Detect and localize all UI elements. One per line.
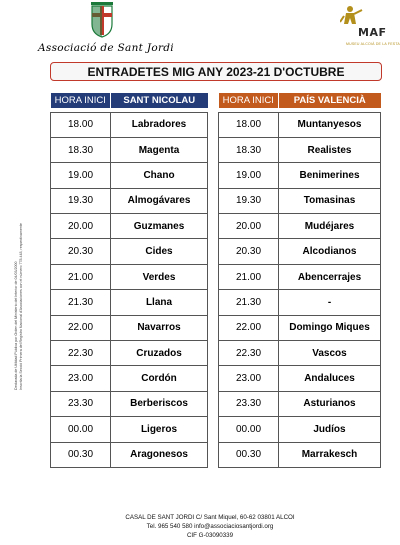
figure-icon <box>340 4 392 28</box>
table-row <box>219 417 381 442</box>
time-cell: 18.30 <box>219 137 279 162</box>
table-row <box>219 290 381 315</box>
table-row <box>51 442 208 467</box>
time-cell: 21.30 <box>51 290 111 315</box>
table-row <box>219 391 381 416</box>
group-name-cell: Cruzados <box>111 341 208 366</box>
group-name-cell: Guzmanes <box>111 214 208 239</box>
group-name-cell: Muntanyesos <box>279 112 381 137</box>
group-name-cell: Cordón <box>111 366 208 391</box>
legal-line-1: Declarada de Utilidad Pública por Orden del Ministerio del Interior de 04/03/2000 <box>14 261 18 390</box>
time-cell: 20.00 <box>51 214 111 239</box>
maf-logo-subtitle: MUSEU ALCOIÀ DE LA FESTA <box>346 42 400 46</box>
table-row <box>51 239 208 264</box>
page-title: ENTRADETES MIG ANY 2023-21 D'OCTUBRE <box>50 62 382 81</box>
group-name-cell: Alcodianos <box>279 239 381 264</box>
table-row <box>219 341 381 366</box>
footer <box>60 513 360 540</box>
time-cell: 19.00 <box>219 163 279 188</box>
maf-logo <box>340 4 400 50</box>
group-name-cell: Asturianos <box>279 391 381 416</box>
time-cell: 21.00 <box>51 264 111 289</box>
time-column-header: HORA INICI <box>51 93 111 108</box>
footer-cif: CIF G-03090339 <box>186 532 234 539</box>
footer-address: CASAL DE SANT JORDI C/ Sant Miquel, 60-62 03801 ALCOI <box>125 514 295 521</box>
group-name-cell: Vascos <box>279 341 381 366</box>
group-name-cell: Ligeros <box>111 417 208 442</box>
table-row <box>219 214 381 239</box>
time-cell: 23.30 <box>219 391 279 416</box>
group-name-cell: Verdes <box>111 264 208 289</box>
table-row <box>219 239 381 264</box>
table-row <box>51 341 208 366</box>
group-name-cell: Domingo Miques <box>279 315 381 340</box>
group-name-cell: Abencerrajes <box>279 264 381 289</box>
group-name-cell: Tomasinas <box>279 188 381 213</box>
table-row <box>51 137 208 162</box>
group-name-cell: Cides <box>111 239 208 264</box>
legal-side-text <box>14 130 24 390</box>
group-name-cell: Labradores <box>111 112 208 137</box>
group-name-cell: Berberiscos <box>111 391 208 416</box>
time-cell: 22.00 <box>219 315 279 340</box>
table-row <box>51 417 208 442</box>
time-column-header: HORA INICI <box>219 93 279 108</box>
time-cell: 22.00 <box>51 315 111 340</box>
group-name-cell: Marrakesch <box>279 442 381 467</box>
group-name-cell: - <box>279 290 381 315</box>
time-cell: 18.00 <box>51 112 111 137</box>
time-cell: 00.30 <box>51 442 111 467</box>
table-row <box>51 163 208 188</box>
maf-logo-text: MAF <box>358 26 387 39</box>
group-name-cell: Judíos <box>279 417 381 442</box>
table-row <box>219 442 381 467</box>
table-body <box>219 112 381 467</box>
time-cell: 22.30 <box>51 341 111 366</box>
table-row <box>51 366 208 391</box>
table-row <box>51 188 208 213</box>
table-header-row <box>51 93 208 108</box>
table-row <box>51 391 208 416</box>
time-cell: 21.30 <box>219 290 279 315</box>
time-cell: 19.30 <box>219 188 279 213</box>
group-name-cell: Realistes <box>279 137 381 162</box>
time-cell: 20.00 <box>219 214 279 239</box>
table-row <box>219 315 381 340</box>
group-name-cell: Chano <box>111 163 208 188</box>
group-name-cell: Magenta <box>111 137 208 162</box>
time-cell: 23.30 <box>51 391 111 416</box>
time-cell: 19.30 <box>51 188 111 213</box>
group-name-cell: Andaluces <box>279 366 381 391</box>
time-cell: 00.00 <box>51 417 111 442</box>
group-name-cell: Aragonesos <box>111 442 208 467</box>
time-cell: 20.30 <box>219 239 279 264</box>
footer-contact: Tel. 965 540 580 info@associaciosantjordi.org <box>146 523 274 530</box>
table-row <box>219 264 381 289</box>
org-name: Associació de Sant Jordi <box>38 42 174 54</box>
time-cell: 22.30 <box>219 341 279 366</box>
time-cell: 00.00 <box>219 417 279 442</box>
schedule-table-pais-valencia <box>218 93 381 468</box>
table-row <box>51 315 208 340</box>
legal-line-2: Inscrita la Secció Primera del Registro Nacional d'Asociaciones con el número 778.448, respectivamente <box>19 223 23 390</box>
table-row <box>51 214 208 239</box>
table-header-row <box>219 93 381 108</box>
group-name-cell: Mudéjares <box>279 214 381 239</box>
time-cell: 19.00 <box>51 163 111 188</box>
time-cell: 21.00 <box>219 264 279 289</box>
table-body <box>51 112 208 467</box>
time-cell: 18.00 <box>219 112 279 137</box>
time-cell: 23.00 <box>51 366 111 391</box>
group-name-cell: Almogávares <box>111 188 208 213</box>
table-row <box>219 188 381 213</box>
table-row <box>51 264 208 289</box>
table-row <box>51 290 208 315</box>
time-cell: 20.30 <box>51 239 111 264</box>
time-cell: 00.30 <box>219 442 279 467</box>
association-logo <box>38 2 188 56</box>
table-row <box>219 366 381 391</box>
time-cell: 18.30 <box>51 137 111 162</box>
group-name-cell: Navarros <box>111 315 208 340</box>
group-name-cell: Llana <box>111 290 208 315</box>
shield-icon <box>91 2 113 38</box>
table-row <box>219 137 381 162</box>
table-row <box>51 112 208 137</box>
table-row <box>219 112 381 137</box>
group-column-header: SANT NICOLAU <box>111 93 208 108</box>
group-column-header: PAÍS VALENCIÀ <box>279 93 381 108</box>
group-name-cell: Benimerines <box>279 163 381 188</box>
table-row <box>219 163 381 188</box>
time-cell: 23.00 <box>219 366 279 391</box>
schedule-table-sant-nicolau <box>50 93 208 468</box>
